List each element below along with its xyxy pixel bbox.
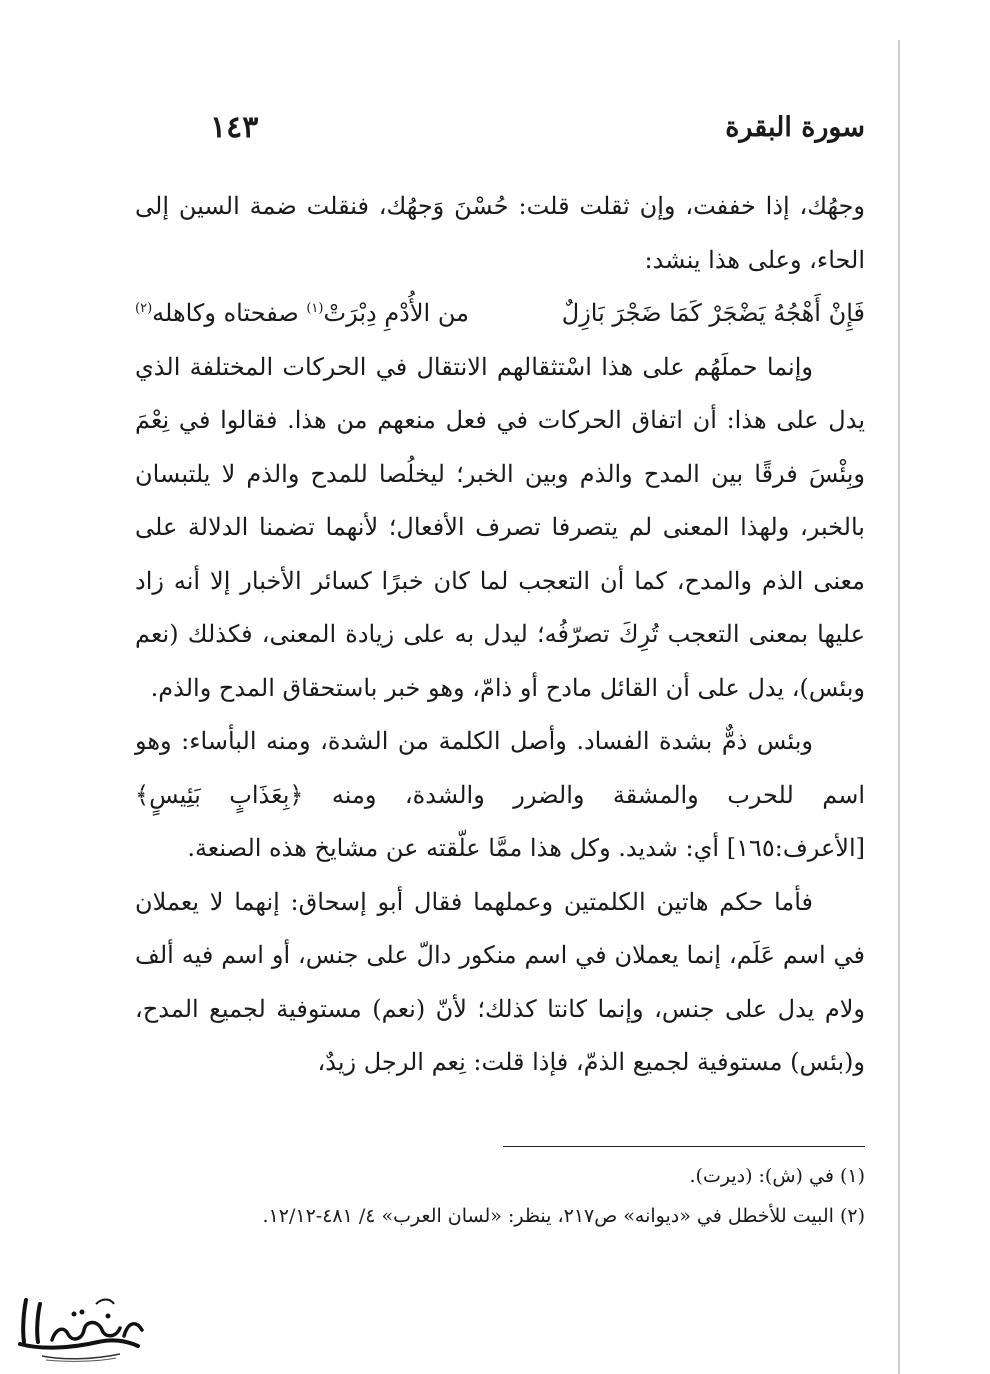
verse-second-hemistich: من الأُدْمِ دِبْرَتْ$^{(١)}$ صفحتاه وكاهله$^{(٢)}$ bbox=[135, 299, 469, 327]
footnote-ref-1: (١) bbox=[306, 301, 324, 316]
verse-first-hemistich: فَإِنْ أَهْجُهُ يَضْجَرْ كَمَا ضَجْرَ بَازِلٌ bbox=[561, 299, 865, 327]
footnote-separator bbox=[503, 1146, 865, 1147]
footnote-1: (١) في (ش): (ديرت). bbox=[689, 1165, 865, 1187]
footnote-2: (٢) البيت للأخطل في «ديوانه» ص٢١٧، ينظر: «لسان العرب» ٤/ ٤٨١-١٢/١٢. bbox=[262, 1205, 865, 1227]
main-text bbox=[135, 180, 865, 1090]
publisher-logo bbox=[12, 1290, 152, 1365]
footnote-ref-2: (٢) bbox=[135, 301, 153, 316]
page-header bbox=[135, 112, 865, 152]
page-number: ١٤٣ bbox=[210, 110, 259, 145]
paragraph-3: وبئس ذمٌّ بشدة الفساد. وأصل الكلمة من الشدة، ومنه البأساء: وهو اسم للحرب والمشقة والضرر والشدة، ومنه ﴿بِعَذَابٍ بَئِيسٍ﴾ [الأعرف:١٦٥] أي: شديد. وكل هذا ممَّا علّقته عن مشايخ هذه الصنعة. bbox=[135, 727, 865, 862]
poetry-verse bbox=[135, 287, 865, 341]
running-title: سورة البقرة bbox=[725, 112, 865, 143]
footnotes bbox=[135, 1156, 865, 1236]
paragraph-1: وجهُك، إذا خففت، وإن ثقلت قلت: حُسْنَ وَجهُك، فنقلت ضمة السين إلى الحاء، وعلى هذا ينشد: bbox=[135, 192, 865, 274]
paragraph-4: فأما حكم هاتين الكلمتين وعملهما فقال أبو إسحاق: إنهما لا يعملان في اسم عَلَم، إنما يعملان في اسم منكور دالّ على جنس، أو اسم فيه ألف ولام يدل على جنس، وإنما كانتا كذلك؛ لأنّ (نعم) مستوفية لجميع المدح، و(بئس) مستوفية لجميع الذمّ، فإذا قلت: نِعم الرجل زيدٌ، bbox=[135, 887, 865, 1076]
paragraph-2: وإنما حملَهُم على هذا اسْتثقالهم الانتقال في الحركات المختلفة الذي يدل على هذا: أن اتفاق الحركات في فعل منعهم من هذا. فقالوا في نِعْمَ وبِئْسَ فرقًا بين المدح والذم وبين الخبر؛ ليخلُصا للمدح والذم لا يلتبسان بالخبر، ولهذا المعنى لم يتصرفا تصرف الأفعال؛ لأنهما تضمنا الدلالة على معنى الذم والمدح، كما أن التعجب لما كان خبرًا كسائر الأخبار إلا أنه زاد عليها بمعنى التعجب تُرِكَ تصرّفُه؛ ليدل به على زيادة المعنى، فكذلك (نعم وبئس)، يدل على أن القائل مادح أو ذامّ، وهو خبر باستحقاق المدح والذم. bbox=[135, 352, 866, 702]
page-edge-line bbox=[898, 40, 900, 1374]
